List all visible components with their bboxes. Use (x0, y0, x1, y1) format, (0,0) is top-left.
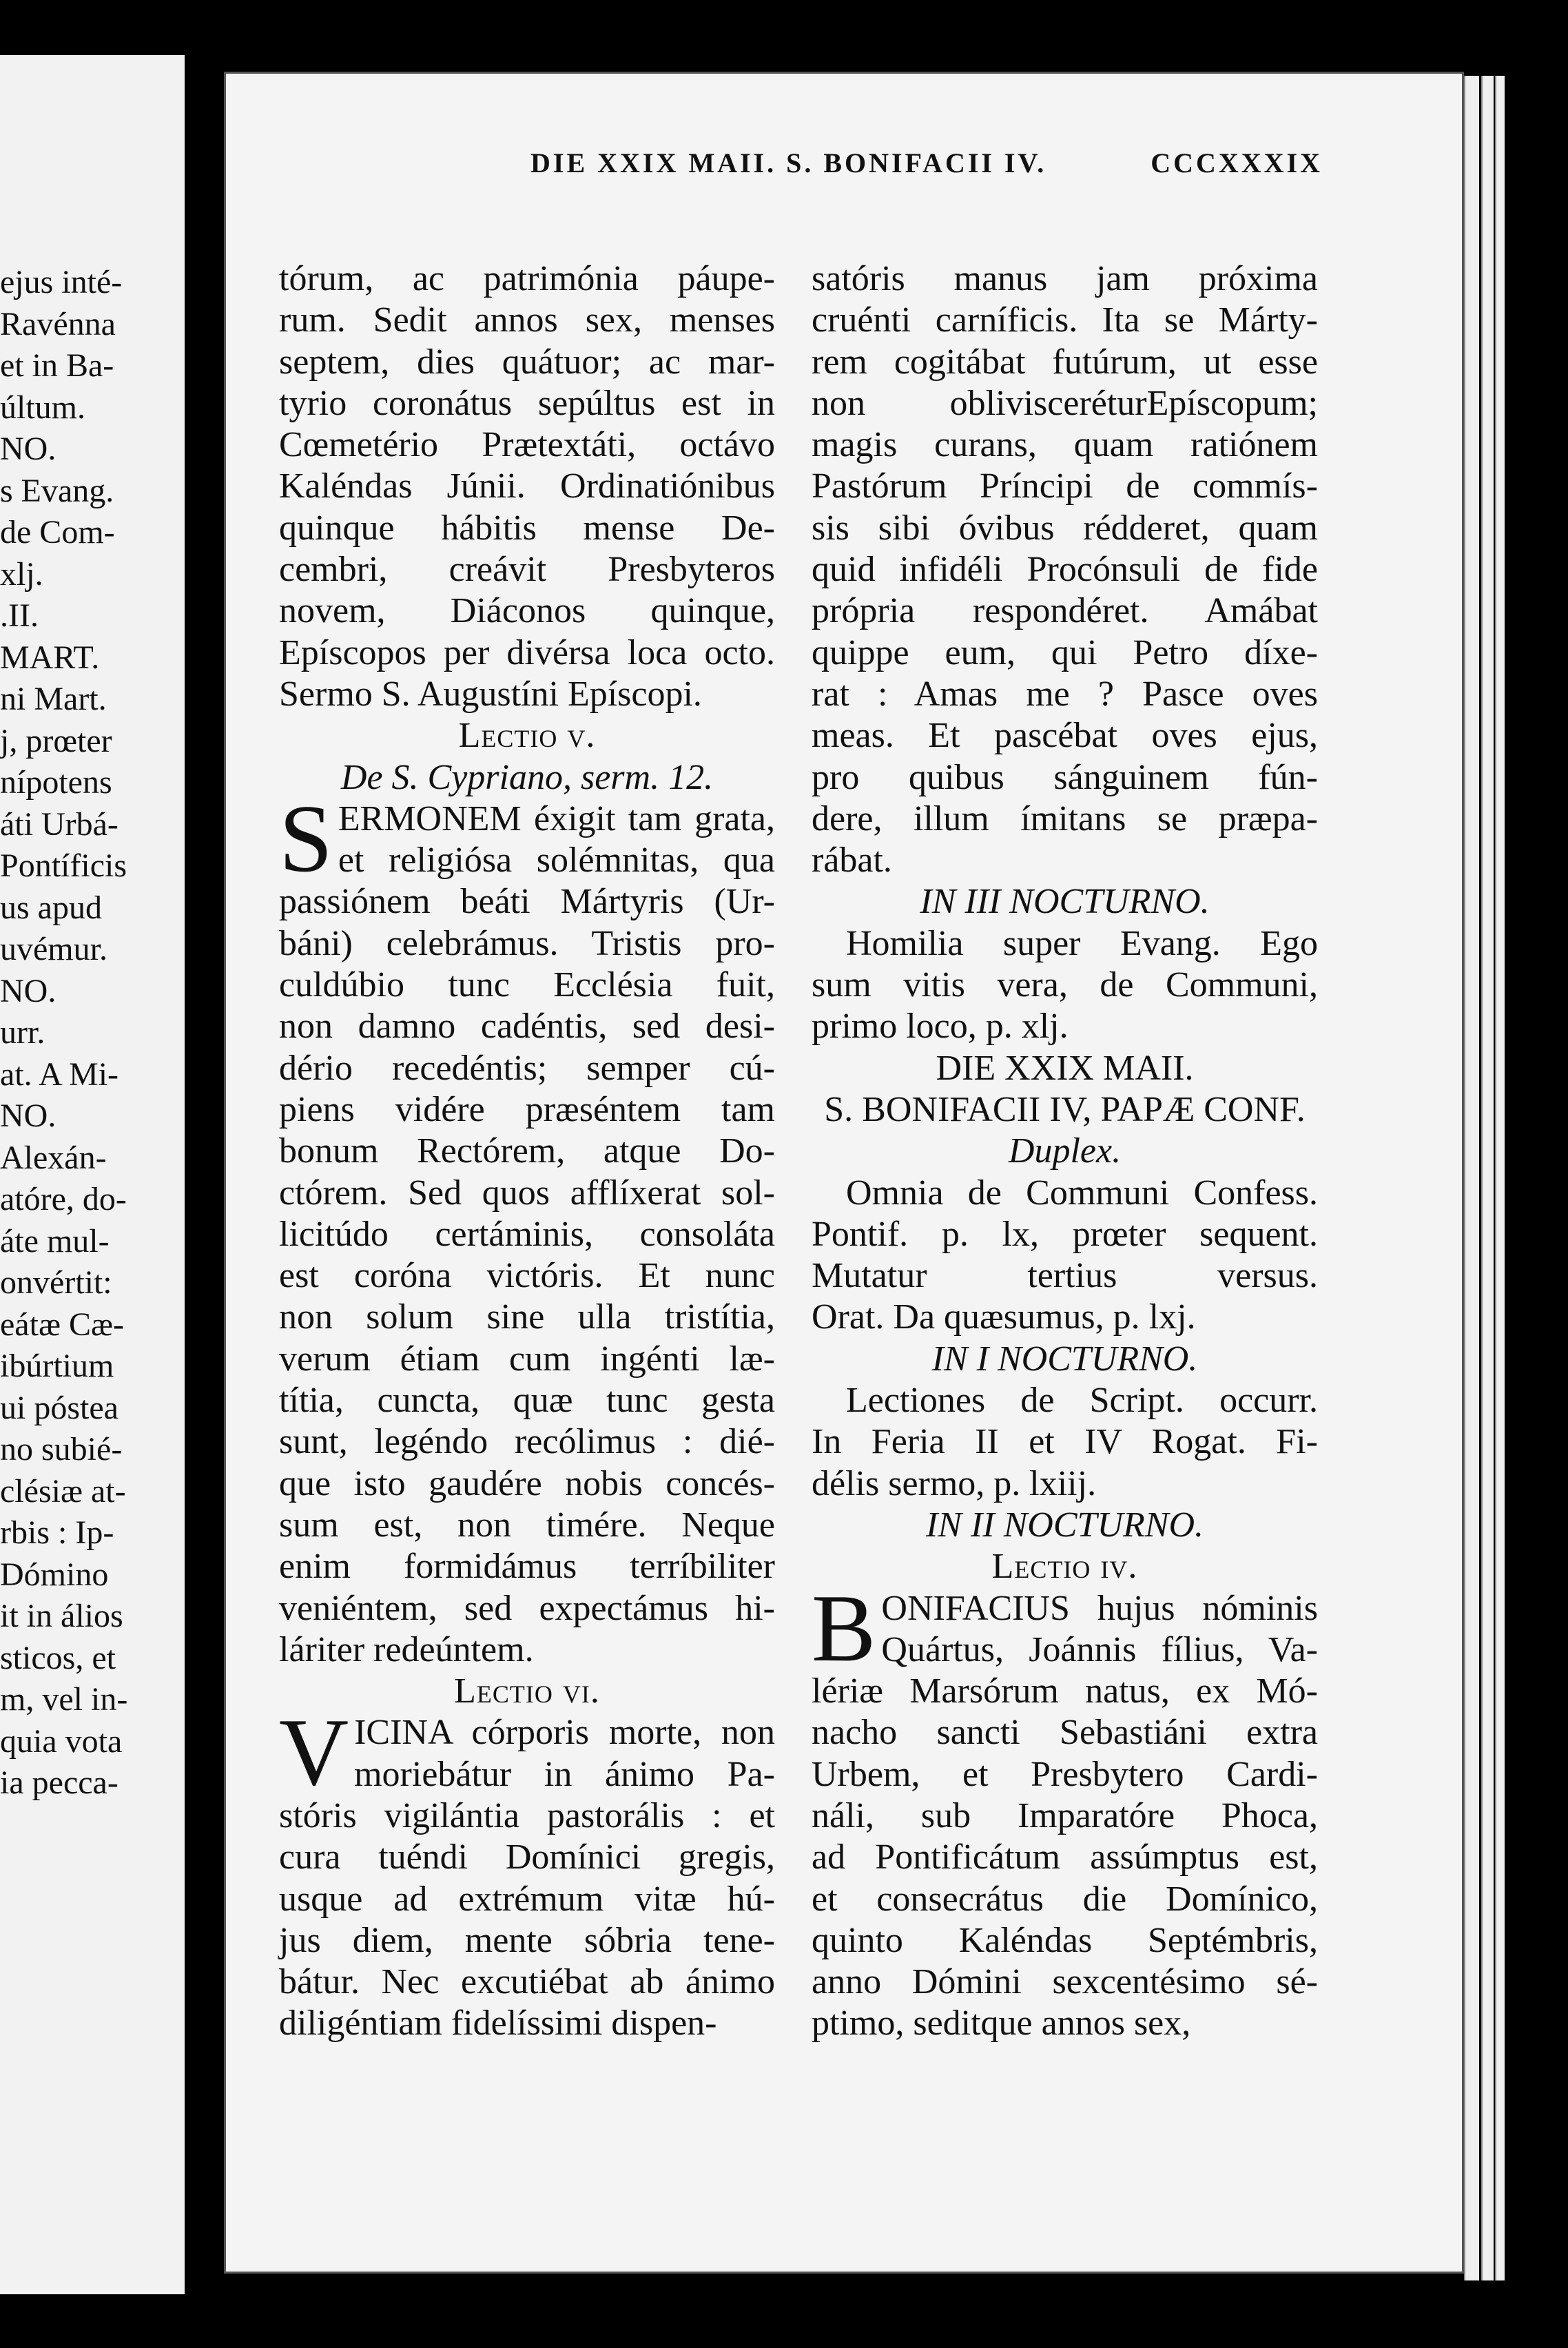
lectio-iv-lines (812, 1574, 1318, 2045)
text-line: sum est, non timére. Neque (279, 1505, 775, 1545)
text-line: rábat. (812, 841, 892, 880)
fragment-line: .II. (0, 597, 39, 634)
text-line: cura tuéndi Domínici gregis, (279, 1837, 775, 1877)
text-line: dere, illum ímitans se præpa- (812, 799, 1318, 838)
paragraph-continuation (812, 258, 1318, 881)
paragraph-continuation (279, 258, 775, 715)
text-line: quinto Kaléndas Septémbris, (812, 1920, 1318, 1960)
lectio-v-lines (279, 785, 775, 1671)
drop-cap: S (279, 785, 333, 892)
text-line: báni) celebrámus. Tristis pro- (279, 923, 775, 963)
text-line: diligéntiam fidelíssimi dispen- (279, 2004, 717, 2043)
text-line: Mutatur tertius versus. (812, 1256, 1318, 1296)
text-line: délis sermo, p. lxiij. (812, 1463, 1097, 1503)
text-line: quinque hábitis mense De- (279, 508, 775, 548)
feast-title: S. BONIFACII IV, PAPÆ CONF. (824, 1089, 1306, 1129)
lectio-source: De S. Cypriano, serm. 12. (340, 757, 714, 797)
text-line: meas. Et pascébat oves ejus, (812, 716, 1318, 756)
text-line: et religiósa solémnitas, qua (338, 841, 775, 880)
fragment-line: it in álios (0, 1598, 123, 1634)
fragment-line: NO. (0, 1098, 56, 1134)
lectio-heading: Lectio vi. (454, 1671, 600, 1711)
text-line: non solum sine ulla tristítia, (279, 1297, 775, 1337)
lectio-iv-text (812, 1574, 1318, 2045)
fragment-line: xlj. (0, 555, 43, 593)
text-line: rat : Amas me ? Pasce oves (812, 674, 1318, 714)
text-line: Kaléndas Júnii. Ordinatiónibus (279, 466, 775, 506)
text-line: Pastórum Príncipi de commís- (812, 466, 1318, 506)
text-line: Quártus, Joánnis fílius, Va- (881, 1629, 1318, 1669)
text-line: non oblivisceréturEpíscopum; (812, 383, 1318, 423)
fragment-line: onvértit: (0, 1264, 112, 1301)
text-line: ONIFACIUS hujus nóminis (881, 1588, 1318, 1628)
fragment-line: Ravénna (0, 305, 116, 342)
text-line: Orat. Da quæsumus, p. lxj. (812, 1297, 1196, 1337)
text-line: culdúbio tunc Ecclésia fuit, (279, 965, 775, 1005)
drop-cap: B (812, 1574, 876, 1682)
fragment-line: ni Mart. (0, 681, 107, 717)
text-line: satóris manus jam próxima (812, 259, 1318, 298)
fragment-line: s Evang. (0, 472, 114, 509)
text-line: bonum Rectórem, atque Do- (279, 1131, 775, 1171)
text-line: piens vidére præséntem tam (279, 1089, 775, 1129)
right-column (812, 258, 1318, 2045)
page-edge (1464, 76, 1479, 2280)
text-line: verum étiam cum ingénti læ- (279, 1339, 775, 1379)
text-line: ad Pontificátum assúmptus est, (812, 1837, 1318, 1877)
nocturn-heading: IN II NOCTURNO. (925, 1505, 1204, 1545)
running-title: DIE XXIX MAII. S. BONIFACII IV. (530, 147, 1047, 178)
fragment-line: áti Urbá- (0, 805, 118, 843)
text-line: ERMONEM éxigit tam grata, (338, 799, 775, 838)
text-line: Pontif. p. lx, prœter sequent. (812, 1214, 1318, 1254)
office-rubrics (812, 1173, 1318, 1339)
fragment-line: rbis : Ip- (0, 1514, 114, 1551)
fragment-line: Alexán- (0, 1139, 107, 1176)
text-line: moriebátur in ánimo Pa- (354, 1754, 775, 1794)
fragment-line: áte mul- (0, 1222, 110, 1259)
feast-date: DIE XXIX MAII. (936, 1048, 1194, 1088)
fragment-line: de Com- (0, 514, 115, 550)
text-line: quid infidéli Procónsuli de fide (812, 550, 1318, 590)
left-column (279, 258, 775, 2045)
fragment-line: at. A Mi- (0, 1055, 119, 1093)
text-line: Urbem, et Presbytero Cardi- (812, 1754, 1318, 1794)
fragment-line: ejus inté- (0, 264, 123, 300)
text-line: que isto gaudére nobis concés- (279, 1463, 775, 1503)
feast-rank: Duplex. (1008, 1131, 1122, 1171)
text-line: Epíscopos per divérsa loca octo. (279, 632, 775, 672)
text-line: In Feria II et IV Rogat. Fi- (812, 1422, 1318, 1462)
text-line: Lectiones de Script. occurr. (846, 1381, 1318, 1421)
fragment-line: j, prœter (0, 722, 112, 759)
fragment-line: NO. (0, 972, 56, 1009)
text-line: jus diem, mente sóbria tene- (279, 1920, 775, 1960)
page-edge (1481, 76, 1494, 2280)
text-line: septem, dies quátuor; ac mar- (279, 342, 775, 382)
fragment-line: MART. (0, 639, 100, 676)
lesson-rubrics (812, 1380, 1318, 1505)
lectio-vi-lines (279, 1699, 775, 2044)
fragment-line: us apud (0, 889, 102, 926)
text-line: cembri, creávit Presbyteros (279, 550, 775, 590)
text-line: et consecrátus die Domínico, (812, 1879, 1318, 1919)
fragment-line: urr. (0, 1014, 45, 1051)
text-line: Cœmetério Prætextáti, octávo (279, 425, 775, 465)
text-line: tyrio coronátus sepúltus est in (279, 383, 775, 423)
text-line: títia, cuncta, quæ tunc gesta (279, 1381, 775, 1421)
text-line: sum vitis vera, de Communi, (812, 965, 1318, 1005)
text-line: enim formidámus terríbiliter (279, 1547, 775, 1587)
text-line: dério recedéntis; semper cú- (279, 1048, 775, 1088)
facing-page-fragment (0, 55, 185, 2294)
fragment-line: et in Ba- (0, 347, 114, 384)
text-line: bátur. Nec excutiébat ab ánimo (279, 1962, 775, 2002)
lectio-heading: Lectio v. (458, 716, 596, 756)
text-line: tórum, ac patrimónia páupe- (279, 259, 775, 298)
text-line: quippe eum, qui Petro díxe- (812, 632, 1318, 672)
fragment-line: nípotens (0, 764, 112, 801)
running-header (530, 147, 1323, 188)
text-line: stóris vigilántia pastorális : et (279, 1795, 775, 1835)
text-line: non damno cadéntis, sed desi- (279, 1007, 775, 1047)
fragment-line: ia pecca- (0, 1764, 118, 1801)
text-line: ctórem. Sed quos afflíxerat sol- (279, 1173, 775, 1213)
text-line: passiónem beáti Mártyris (Ur- (279, 882, 775, 922)
text-line: rum. Sedit annos sex, menses (279, 300, 775, 340)
text-line: licitúdo certáminis, consoláta (279, 1214, 775, 1254)
page-edge (1495, 76, 1505, 2280)
fragment-line: Pontíficis (0, 847, 127, 884)
drop-cap: V (279, 1699, 349, 1806)
text-line: rem cogitábat futúrum, ut esse (812, 342, 1318, 382)
text-line: usque ad extrémum vitæ hú- (279, 1879, 775, 1919)
fragment-line: ibúrtium (0, 1348, 114, 1384)
text-line: veniéntem, sed expectámus hi- (279, 1588, 775, 1628)
page-number: CCCXXXIX (1151, 147, 1323, 178)
text-line: sis sibi óvibus rédderet, quam (812, 508, 1318, 548)
fragment-line: clésiæ at- (0, 1472, 126, 1510)
lectio-heading: Lectio iv. (991, 1547, 1138, 1587)
lectio-vi-text (279, 1699, 775, 2044)
text-line: cruénti carníficis. Ita se Márty- (812, 300, 1318, 340)
text-line: ICINA córporis morte, non (354, 1713, 775, 1753)
text-line: láriter redeúntem. (279, 1629, 534, 1669)
text-line: nacho sancti Sebastiáni extra (812, 1713, 1318, 1753)
text-line: novem, Diáconos quinque, (279, 591, 775, 631)
fragment-line: Dómino (0, 1556, 109, 1593)
book-gutter (185, 0, 226, 2348)
fragment-line: eátæ Cæ- (0, 1306, 124, 1343)
text-line: est coróna victóris. Et nunc (279, 1256, 775, 1296)
text-line: ptimo, seditque annos sex, (812, 2004, 1191, 2043)
fragment-line: atóre, do- (0, 1181, 127, 1217)
facing-page-text (0, 262, 185, 1804)
homilia-rubric (812, 923, 1318, 1048)
fragment-line: últum. (0, 389, 86, 426)
text-line: magis curans, quam ratiónem (812, 425, 1318, 465)
fragment-line: ui póstea (0, 1389, 118, 1426)
fragment-line: quia vota (0, 1722, 123, 1760)
fragment-line: no subié- (0, 1431, 123, 1468)
text-line: primo loco, p. xlj. (812, 1007, 1069, 1047)
fragment-line: m, vel in- (0, 1681, 128, 1718)
text-line: Sermo S. Augustíni Epíscopi. (279, 674, 702, 714)
text-line: Homilia super Evang. Ego (846, 923, 1318, 963)
nocturn-heading: IN I NOCTURNO. (931, 1339, 1198, 1379)
fragment-line: sticos, et (0, 1639, 116, 1676)
text-line: náli, sub Imparatóre Phoca, (812, 1795, 1318, 1835)
fragment-line: uvémur. (0, 931, 107, 967)
text-line: Omnia de Communi Confess. (846, 1173, 1318, 1213)
nocturn-heading: IN III NOCTURNO. (920, 882, 1210, 922)
fragment-line: NO. (0, 431, 56, 467)
text-line: sunt, legéndo recólimus : dié- (279, 1422, 775, 1462)
lectio-v-text (279, 785, 775, 1671)
text-line: pro quibus sánguinem fún- (812, 757, 1318, 797)
text-line: lériæ Marsórum natus, ex Mó- (812, 1671, 1318, 1711)
text-line: anno Dómini sexcentésimo sé- (812, 1962, 1318, 2002)
text-line: própria respondéret. Amábat (812, 591, 1318, 631)
